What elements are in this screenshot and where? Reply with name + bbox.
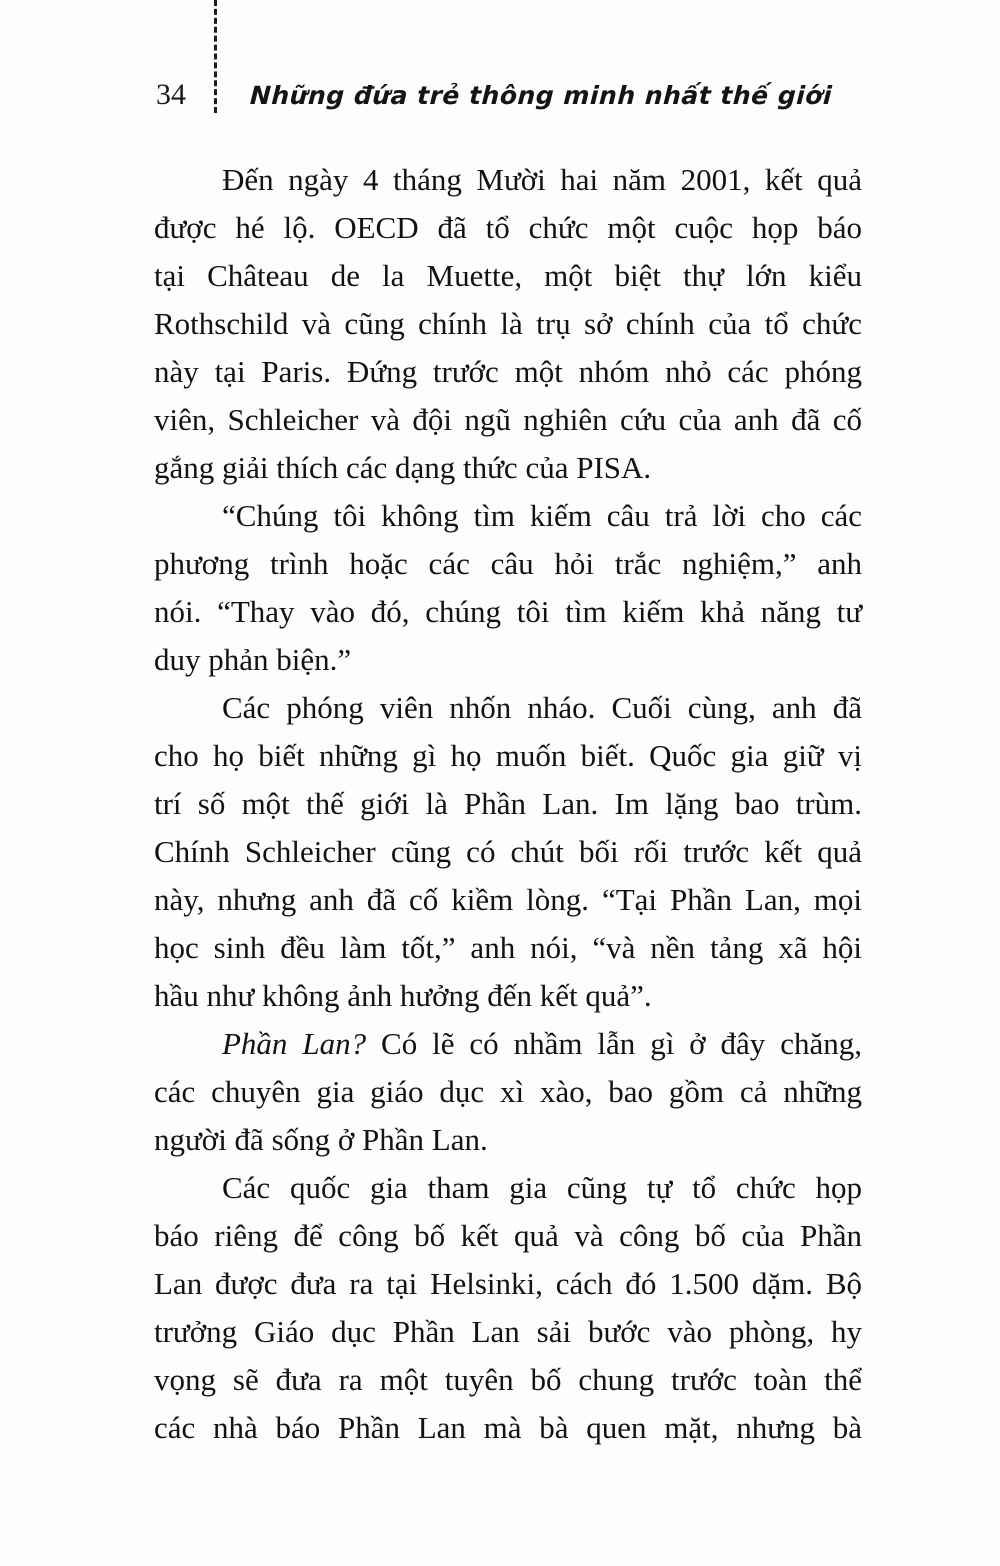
text-line: phương trình hoặc các câu hỏi trắc nghiệm,” anh — [154, 546, 862, 581]
header-divider-dashed-line — [214, 0, 217, 113]
text-line: các nhà báo Phần Lan mà bà quen mặt, nhưng bà — [154, 1410, 862, 1445]
paragraph — [154, 156, 862, 492]
text-line: được hé lộ. OECD đã tổ chức một cuộc họp báo — [154, 210, 862, 245]
text-line: tại Château de la Muette, một biệt thự lớn kiểu — [154, 258, 862, 293]
text-line: Chính Schleicher cũng có chút bối rối trước kết quả — [154, 834, 862, 869]
text-line: nói. “Thay vào đó, chúng tôi tìm kiếm khả năng tư — [154, 594, 862, 629]
text-line: Phần Lan? Có lẽ có nhầm lẫn gì ở đây chăng, — [222, 1026, 862, 1061]
text-line: viên, Schleicher và đội ngũ nghiên cứu của anh đã cố — [154, 402, 862, 437]
text-line: các chuyên gia giáo dục xì xào, bao gồm cả những — [154, 1074, 862, 1109]
page-header — [0, 0, 1000, 140]
text-line: Các quốc gia tham gia cũng tự tổ chức họp — [222, 1170, 862, 1205]
text-line: trí số một thế giới là Phần Lan. Im lặng bao trùm. — [154, 786, 862, 821]
text-line: này, nhưng anh đã cố kiềm lòng. “Tại Phần Lan, mọi — [154, 882, 862, 917]
page-body — [154, 156, 862, 1452]
text-line: hầu như không ảnh hưởng đến kết quả”. — [154, 978, 652, 1013]
text-line: gắng giải thích các dạng thức của PISA. — [154, 450, 652, 485]
text-line: Lan được đưa ra tại Helsinki, cách đó 1.500 dặm. Bộ — [154, 1266, 862, 1301]
text-line: duy phản biện.” — [154, 642, 352, 677]
text-line: vọng sẽ đưa ra một tuyên bố chung trước toàn thể — [154, 1362, 862, 1397]
text-line: cho họ biết những gì họ muốn biết. Quốc gia giữ vị — [154, 738, 862, 773]
paragraph — [154, 684, 862, 1020]
paragraph — [154, 1020, 862, 1164]
running-title: Những đứa trẻ thông minh nhất thế giới — [249, 81, 833, 110]
italic-lead-text: Phần Lan? — [222, 1026, 367, 1061]
text-line: người đã sống ở Phần Lan. — [154, 1122, 488, 1157]
text-line: Các phóng viên nhốn nháo. Cuối cùng, anh đã — [222, 690, 862, 725]
page-number: 34 — [156, 78, 186, 111]
text-line: học sinh đều làm tốt,” anh nói, “và nền tảng xã hội — [154, 930, 862, 965]
text-line: Đến ngày 4 tháng Mười hai năm 2001, kết quả — [222, 162, 862, 197]
text-line: trưởng Giáo dục Phần Lan sải bước vào phòng, hy — [154, 1314, 862, 1349]
paragraph — [154, 492, 862, 684]
paragraph — [154, 1164, 862, 1452]
text-line: “Chúng tôi không tìm kiếm câu trả lời cho các — [222, 498, 862, 533]
text-line: Rothschild và cũng chính là trụ sở chính của tổ chức — [154, 306, 862, 341]
text-line: này tại Paris. Đứng trước một nhóm nhỏ các phóng — [154, 354, 862, 389]
text-line: báo riêng để công bố kết quả và công bố của Phần — [154, 1218, 862, 1253]
